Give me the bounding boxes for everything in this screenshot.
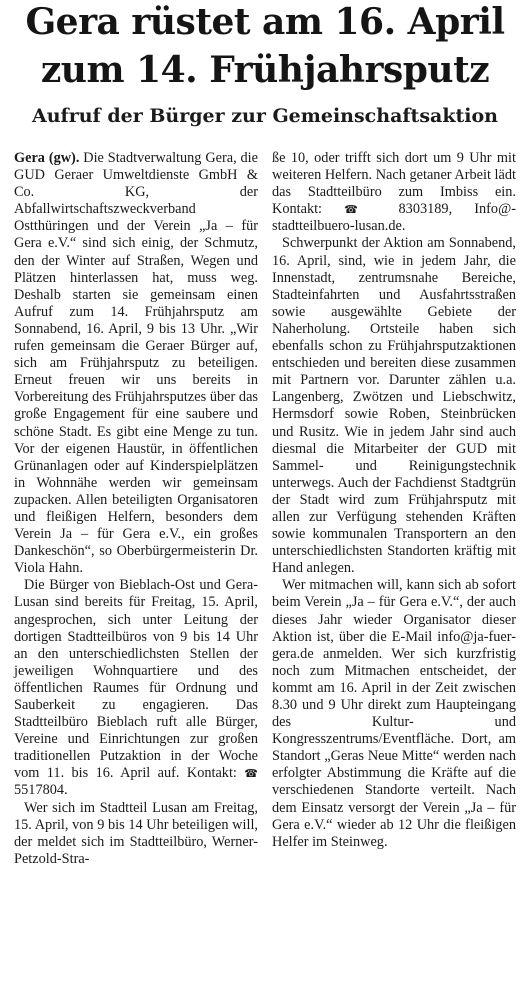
phone-number-bieblach: 5517804. [14,782,68,799]
telephone-icon: ☎ [244,767,258,781]
paragraph-intro-text: Die Stadtverwaltung Gera, die GUD Geraer Umweltdienste GmbH & Co. KG, der Abfallwirtschaftszweckverband Ostthüringen und der Verein „Ja – für Gera e.V.“ sind sich einig, der Schmutz, den der Winter auf Straßen, Wegen und Plätzen hinterlassen hat, muss weg. Deshalb starten sie gemeinsam einen Aufruf zum 14. Frühjahrsputz am Sonnabend, 16. April, 9 bis 13 Uhr. „Wir rufen gemeinsam die Geraer Bürger auf, sich am Frühjahrsputz zu beteiligen. Erneut freuen wir uns bereits in Vorbereitung des Frühjahrsputzes über das große Engagement für eine saubere und schöne Stadt. Es gibt eine Menge zu tun. Vor der eigenen Haustür, in öffentlichen Grünanlagen oder auf Kinderspielplätzen in Wohnnähe werden wir gemeinsam zupacken. Allen beteiligten Organisatoren und fleißigen Helfern, besonders dem Verein Ja – für Gera e.V., ein großes Dankeschön“, so Oberbürgermeisterin Dr. Viola Hahn. [14,150,258,577]
paragraph-lusan: Wer sich im Stadtteil Lusan am Freitag, 15. April, von 9 bis 14 Uhr beteiligen will, der meldet sich im Stadtteilbüro, Werner-Petzold-Stra- [14,799,258,867]
telephone-icon: ☎ [344,203,377,217]
paragraph-mitmachen: Wer mitmachen will, kann sich ab sofort beim Verein „Ja – für Gera e.V.“, der auch dieses Jahr wieder Organisator dieser Aktion ist, über die E-Mail info@ja-fuer-gera.de anmelden. Wer sich kurzfristig noch zum Mitmachen entscheidet, der kommt am 16. April in der Zeit zwischen 8.30 und 9 Uhr direkt zum Haupteingang des Kultur- und Kongresszentrums/Eventfläche. Dort, am Standort „Geras Neue Mitte“ werden nach erfolgter Abstimmung die Kräfte auf die verschiedenen Standorte verteilt. Nach dem Einsatz versorgt der Verein „Ja – für Gera e.V.“ wieder ab 12 Uhr die fleißigen Helfer im Steinweg. [272,577,516,850]
paragraph-bieblach-text: Die Bürger von Bieblach-Ost und Gera-Lusan sind bereits für Freitag, 15. April, angesprochen, sich unter Leitung der dortigen Stadtteilbüros von 9 bis 14 Uhr an den unterschiedlichsten Stellen der jeweiligen Wohnquartiere und des öffentlichen Raumes für Ordnung und Sauberkeit zu engagieren. Das Stadtteilbüro Bieblach ruft alle Bürger, Vereine und Einrichtungen zur großen traditionellen Putzaktion in der Woche vom 11. bis 16. April auf. Kontakt: [14,577,258,782]
headline-line-1: Gera rüstet am 16. April [25,1,505,43]
article-column-left [14,150,258,868]
phone-and-email-lusan: 8303189, Info@-stadtteilbuero-lusan.de. [272,201,517,235]
paragraph-schwerpunkt: Schwerpunkt der Aktion am Sonnabend, 16. April, sind, wie in jedem Jahr, die Innenstadt, zentrumsnahe Bereiche, Stadteinfahrten und Ausfahrtsstraßen sowie ausgewählte Gebiete der Naherholung. Ortsteile haben sich ebenfalls schon zu Frühjahrsputzaktionen entschieden und bereiten diese zusammen mit Partnern vor. Darunter zählen u.a. Langenberg, Zwötzen und Liebschwitz, Hermsdorf sowie Roben, Steinbrücken und Rusitz. Wie in jedem Jahr sind auch diesmal die Mitarbeiter der GUD mit Sammel- und Reinigungstechnik unterwegs. Auch der Fachdienst Stadtgrün der Stadt wird zum Frühjahrsputz mit allen zur Verfügung stehenden Kräften sowie kommunalen Transportern an den unterschiedlichsten Standorten kräftig mit Hand anlegen. [272,235,516,577]
subheadline: Aufruf der Bürger zur Gemeinschaftsaktion [32,105,498,127]
paragraph-lusan-contact-text: ße 10, oder trifft sich dort um 9 Uhr mit weiteren Helfern. Nach getaner Arbeit lädt das Stadtteilbüro zum Imbiss ein. Kontakt: [272,150,516,218]
paragraph-bieblach [14,577,258,799]
paragraph-intro [14,150,258,577]
dateline: Gera (gw). [14,150,80,166]
article-column-right [272,150,516,851]
paragraph-lusan-contact [272,150,516,235]
headline-line-2: zum 14. Frühjahrsputz [40,49,490,91]
